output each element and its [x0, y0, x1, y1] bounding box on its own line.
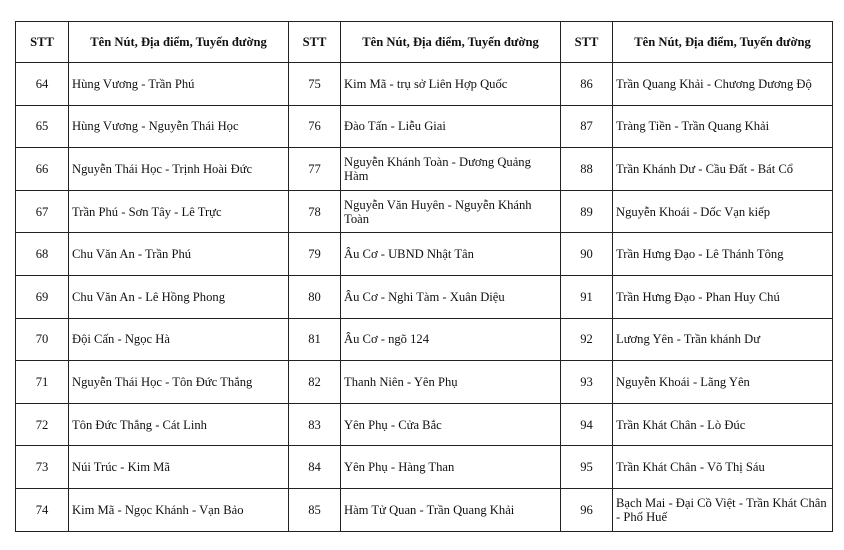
location-cell-1: Trần Phú - Sơn Tây - Lê Trực [69, 190, 289, 233]
stt-cell-2: 82 [289, 361, 341, 404]
header-row [16, 22, 833, 63]
stt-cell-1: 67 [16, 190, 69, 233]
table-row [16, 446, 833, 489]
location-cell-2: Kim Mã - trụ sở Liên Hợp Quốc [341, 63, 561, 106]
header-name-2: Tên Nút, Địa điểm, Tuyến đường [341, 22, 561, 63]
location-cell-2: Nguyễn Khánh Toàn - Dương Quảng Hàm [341, 148, 561, 191]
location-cell-3: Trần Hưng Đạo - Phan Huy Chú [613, 275, 833, 318]
stt-cell-3: 88 [561, 148, 613, 191]
table-row [16, 148, 833, 191]
location-cell-1: Đội Cấn - Ngọc Hà [69, 318, 289, 361]
location-cell-2: Thanh Niên - Yên Phụ [341, 361, 561, 404]
location-cell-2: Hàm Tử Quan - Trần Quang Khải [341, 488, 561, 531]
location-cell-1: Tôn Đức Thắng - Cát Linh [69, 403, 289, 446]
location-cell-1: Chu Văn An - Lê Hồng Phong [69, 275, 289, 318]
stt-cell-1: 64 [16, 63, 69, 106]
location-cell-3: Trần Quang Khải - Chương Dương Độ [613, 63, 833, 106]
table-row [16, 318, 833, 361]
location-cell-3: Lương Yên - Trần khánh Dư [613, 318, 833, 361]
stt-cell-3: 94 [561, 403, 613, 446]
stt-cell-2: 78 [289, 190, 341, 233]
stt-cell-3: 92 [561, 318, 613, 361]
stt-cell-3: 95 [561, 446, 613, 489]
location-cell-3: Nguyễn Khoái - Dốc Vạn kiếp [613, 190, 833, 233]
stt-cell-2: 75 [289, 63, 341, 106]
stt-cell-1: 71 [16, 361, 69, 404]
stt-cell-1: 70 [16, 318, 69, 361]
stt-cell-3: 89 [561, 190, 613, 233]
location-cell-1: Hùng Vương - Nguyễn Thái Học [69, 105, 289, 148]
header-name-3: Tên Nút, Địa điểm, Tuyến đường [613, 22, 833, 63]
stt-cell-2: 77 [289, 148, 341, 191]
location-cell-3: Tràng Tiền - Trần Quang Khải [613, 105, 833, 148]
header-stt-3: STT [561, 22, 613, 63]
stt-cell-1: 73 [16, 446, 69, 489]
stt-cell-2: 81 [289, 318, 341, 361]
table-row [16, 190, 833, 233]
table-row [16, 63, 833, 106]
location-cell-2: Đào Tấn - Liễu Giai [341, 105, 561, 148]
table-row [16, 105, 833, 148]
table-row [16, 275, 833, 318]
stt-cell-2: 76 [289, 105, 341, 148]
location-cell-2: Yên Phụ - Cửa Bắc [341, 403, 561, 446]
stt-cell-2: 83 [289, 403, 341, 446]
stt-cell-2: 79 [289, 233, 341, 276]
location-cell-3: Bạch Mai - Đại Cồ Việt - Trần Khát Chân - Phố Huế [613, 488, 833, 531]
stt-cell-1: 65 [16, 105, 69, 148]
location-cell-2: Âu Cơ - UBND Nhật Tân [341, 233, 561, 276]
location-cell-3: Trần Khát Chân - Lò Đúc [613, 403, 833, 446]
location-cell-3: Trần Hưng Đạo - Lê Thánh Tông [613, 233, 833, 276]
table-row [16, 488, 833, 531]
location-cell-3: Nguyễn Khoái - Lãng Yên [613, 361, 833, 404]
stt-cell-3: 86 [561, 63, 613, 106]
header-name-1: Tên Nút, Địa điểm, Tuyến đường [69, 22, 289, 63]
stt-cell-3: 90 [561, 233, 613, 276]
location-cell-3: Trần Khánh Dư - Cầu Đất - Bát Cổ [613, 148, 833, 191]
stt-cell-2: 84 [289, 446, 341, 489]
stt-cell-1: 69 [16, 275, 69, 318]
stt-cell-1: 68 [16, 233, 69, 276]
table-row [16, 233, 833, 276]
header-stt-1: STT [16, 22, 69, 63]
table-row [16, 361, 833, 404]
location-cell-1: Nguyễn Thái Học - Tôn Đức Thắng [69, 361, 289, 404]
location-cell-1: Kim Mã - Ngọc Khánh - Vạn Bảo [69, 488, 289, 531]
location-cell-2: Nguyễn Văn Huyên - Nguyễn Khánh Toàn [341, 190, 561, 233]
table-row [16, 403, 833, 446]
stt-cell-3: 91 [561, 275, 613, 318]
location-cell-1: Nguyễn Thái Học - Trịnh Hoài Đức [69, 148, 289, 191]
stt-cell-1: 72 [16, 403, 69, 446]
location-cell-2: Âu Cơ - ngõ 124 [341, 318, 561, 361]
location-cell-2: Âu Cơ - Nghi Tàm - Xuân Diệu [341, 275, 561, 318]
location-cell-1: Chu Văn An - Trần Phú [69, 233, 289, 276]
stt-cell-3: 96 [561, 488, 613, 531]
stt-cell-2: 85 [289, 488, 341, 531]
stt-cell-2: 80 [289, 275, 341, 318]
stt-cell-3: 93 [561, 361, 613, 404]
intersection-table [15, 21, 833, 532]
location-cell-1: Hùng Vương - Trần Phú [69, 63, 289, 106]
stt-cell-3: 87 [561, 105, 613, 148]
location-cell-3: Trần Khát Chân - Võ Thị Sáu [613, 446, 833, 489]
location-cell-2: Yên Phụ - Hàng Than [341, 446, 561, 489]
stt-cell-1: 74 [16, 488, 69, 531]
stt-cell-1: 66 [16, 148, 69, 191]
location-cell-1: Núi Trúc - Kim Mã [69, 446, 289, 489]
header-stt-2: STT [289, 22, 341, 63]
